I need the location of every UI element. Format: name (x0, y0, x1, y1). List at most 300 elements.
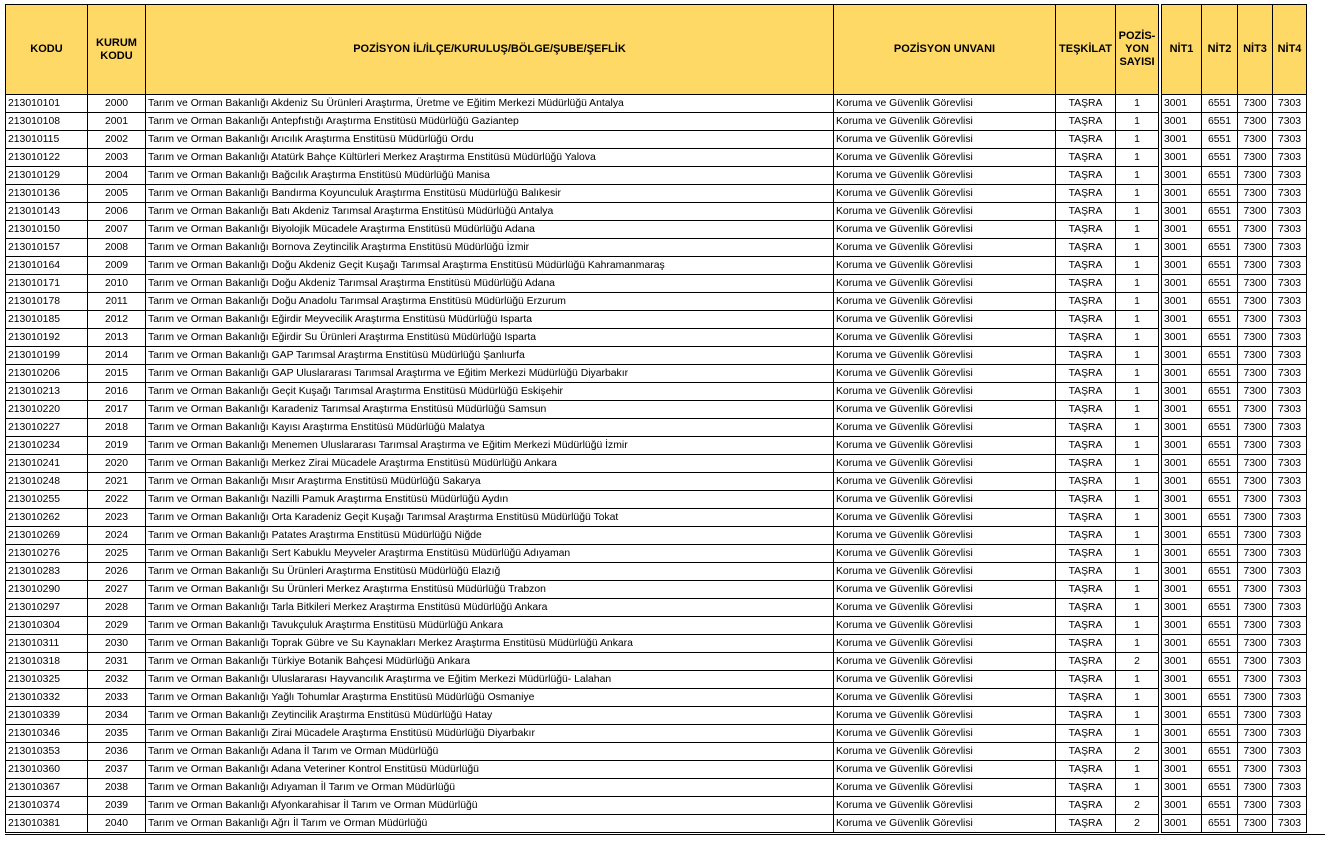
cell-nit1: 3001 (1162, 221, 1202, 239)
cell-kurum-kodu: 2025 (88, 545, 146, 563)
cell-kodu: 213010276 (6, 545, 88, 563)
table-row (6, 113, 1307, 131)
cell-nit3: 7300 (1238, 131, 1273, 149)
cell-pozisyon-unvani: Koruma ve Güvenlik Görevlisi (834, 257, 1056, 275)
cell-kurum-kodu: 2011 (88, 293, 146, 311)
cell-kurum-kodu: 2013 (88, 329, 146, 347)
table-row (6, 347, 1307, 365)
cell-pozisyon-yer: Tarım ve Orman Bakanlığı Sert Kabuklu Meyveler Araştırma Enstitüsü Müdürlüğü Adıyaman (146, 545, 834, 563)
table-row (6, 743, 1307, 761)
cell-nit3: 7300 (1238, 113, 1273, 131)
cell-pozisyon-unvani: Koruma ve Güvenlik Görevlisi (834, 293, 1056, 311)
cell-pozisyon-sayisi: 1 (1116, 689, 1159, 707)
cell-nit3: 7300 (1238, 149, 1273, 167)
cell-kurum-kodu: 2028 (88, 599, 146, 617)
cell-nit4: 7303 (1273, 707, 1307, 725)
cell-nit4: 7303 (1273, 563, 1307, 581)
cell-nit2: 6551 (1202, 653, 1238, 671)
header-pozisyon-unvani: POZİSYON UNVANI (834, 5, 1056, 95)
cell-nit4: 7303 (1273, 815, 1307, 833)
cell-kodu: 213010108 (6, 113, 88, 131)
cell-pozisyon-unvani: Koruma ve Güvenlik Görevlisi (834, 509, 1056, 527)
table-row (6, 167, 1307, 185)
cell-nit4: 7303 (1273, 527, 1307, 545)
cell-pozisyon-sayisi: 1 (1116, 293, 1159, 311)
cell-kurum-kodu: 2036 (88, 743, 146, 761)
table-row (6, 815, 1307, 833)
cell-pozisyon-unvani: Koruma ve Güvenlik Görevlisi (834, 761, 1056, 779)
cell-nit1: 3001 (1162, 149, 1202, 167)
cell-teskilat: TAŞRA (1056, 383, 1116, 401)
cell-pozisyon-sayisi: 1 (1116, 473, 1159, 491)
cell-nit1: 3001 (1162, 383, 1202, 401)
table-row (6, 617, 1307, 635)
cell-kodu: 213010150 (6, 221, 88, 239)
table-row (6, 95, 1307, 113)
cell-pozisyon-unvani: Koruma ve Güvenlik Görevlisi (834, 437, 1056, 455)
cell-nit4: 7303 (1273, 455, 1307, 473)
cell-teskilat: TAŞRA (1056, 797, 1116, 815)
cell-pozisyon-unvani: Koruma ve Güvenlik Görevlisi (834, 311, 1056, 329)
cell-pozisyon-yer: Tarım ve Orman Bakanlığı Arıcılık Araştırma Enstitüsü Müdürlüğü Ordu (146, 131, 834, 149)
cell-kurum-kodu: 2035 (88, 725, 146, 743)
cell-nit2: 6551 (1202, 401, 1238, 419)
cell-teskilat: TAŞRA (1056, 581, 1116, 599)
cell-teskilat: TAŞRA (1056, 671, 1116, 689)
cell-nit3: 7300 (1238, 329, 1273, 347)
cell-nit4: 7303 (1273, 347, 1307, 365)
table-row (6, 653, 1307, 671)
cell-nit4: 7303 (1273, 383, 1307, 401)
cell-teskilat: TAŞRA (1056, 617, 1116, 635)
cell-nit2: 6551 (1202, 419, 1238, 437)
cell-pozisyon-unvani: Koruma ve Güvenlik Görevlisi (834, 347, 1056, 365)
table-row (6, 707, 1307, 725)
cell-kurum-kodu: 2029 (88, 617, 146, 635)
cell-nit2: 6551 (1202, 131, 1238, 149)
cell-pozisyon-yer: Tarım ve Orman Bakanlığı Tarla Bitkileri Merkez Araştırma Enstitüsü Müdürlüğü Ankara (146, 599, 834, 617)
cell-nit2: 6551 (1202, 761, 1238, 779)
cell-pozisyon-yer: Tarım ve Orman Bakanlığı Toprak Gübre ve Su Kaynakları Merkez Araştırma Enstitüsü Müdürlüğü Ankara (146, 635, 834, 653)
cell-kodu: 213010220 (6, 401, 88, 419)
cell-teskilat: TAŞRA (1056, 185, 1116, 203)
cell-nit3: 7300 (1238, 275, 1273, 293)
cell-pozisyon-unvani: Koruma ve Güvenlik Görevlisi (834, 113, 1056, 131)
cell-pozisyon-sayisi: 1 (1116, 761, 1159, 779)
cell-nit4: 7303 (1273, 725, 1307, 743)
cell-pozisyon-yer: Tarım ve Orman Bakanlığı Su Ürünleri Merkez Araştırma Enstitüsü Müdürlüğü Trabzon (146, 581, 834, 599)
table-row (6, 689, 1307, 707)
cell-nit3: 7300 (1238, 293, 1273, 311)
table-row (6, 257, 1307, 275)
cell-kodu: 213010164 (6, 257, 88, 275)
table-row (6, 599, 1307, 617)
cell-nit2: 6551 (1202, 797, 1238, 815)
cell-pozisyon-sayisi: 2 (1116, 797, 1159, 815)
cell-kodu: 213010332 (6, 689, 88, 707)
cell-kodu: 213010255 (6, 491, 88, 509)
cell-nit4: 7303 (1273, 473, 1307, 491)
cell-nit4: 7303 (1273, 167, 1307, 185)
cell-kurum-kodu: 2040 (88, 815, 146, 833)
cell-nit4: 7303 (1273, 401, 1307, 419)
cell-pozisyon-sayisi: 1 (1116, 455, 1159, 473)
cell-pozisyon-unvani: Koruma ve Güvenlik Görevlisi (834, 689, 1056, 707)
cell-pozisyon-yer: Tarım ve Orman Bakanlığı Batı Akdeniz Tarımsal Araştırma Enstitüsü Müdürlüğü Antalya (146, 203, 834, 221)
cell-nit3: 7300 (1238, 563, 1273, 581)
cell-nit1: 3001 (1162, 239, 1202, 257)
cell-nit3: 7300 (1238, 617, 1273, 635)
cell-kodu: 213010381 (6, 815, 88, 833)
cell-pozisyon-yer: Tarım ve Orman Bakanlığı Afyonkarahisar İl Tarım ve Orman Müdürlüğü (146, 797, 834, 815)
cell-kurum-kodu: 2019 (88, 437, 146, 455)
cell-nit1: 3001 (1162, 545, 1202, 563)
cell-pozisyon-unvani: Koruma ve Güvenlik Görevlisi (834, 635, 1056, 653)
cell-nit1: 3001 (1162, 653, 1202, 671)
cell-kurum-kodu: 2021 (88, 473, 146, 491)
cell-pozisyon-unvani: Koruma ve Güvenlik Görevlisi (834, 671, 1056, 689)
cell-teskilat: TAŞRA (1056, 509, 1116, 527)
cell-nit3: 7300 (1238, 455, 1273, 473)
cell-pozisyon-sayisi: 1 (1116, 221, 1159, 239)
cell-pozisyon-yer: Tarım ve Orman Bakanlığı Atatürk Bahçe Kültürleri Merkez Araştırma Enstitüsü Müdürlüğü Yalova (146, 149, 834, 167)
cell-teskilat: TAŞRA (1056, 257, 1116, 275)
cell-nit3: 7300 (1238, 239, 1273, 257)
cell-teskilat: TAŞRA (1056, 419, 1116, 437)
cell-teskilat: TAŞRA (1056, 491, 1116, 509)
cell-nit1: 3001 (1162, 455, 1202, 473)
cell-kurum-kodu: 2007 (88, 221, 146, 239)
cell-nit3: 7300 (1238, 419, 1273, 437)
cell-teskilat: TAŞRA (1056, 239, 1116, 257)
cell-kodu: 213010206 (6, 365, 88, 383)
cell-kodu: 213010136 (6, 185, 88, 203)
cell-nit3: 7300 (1238, 365, 1273, 383)
cell-kodu: 213010311 (6, 635, 88, 653)
cell-nit3: 7300 (1238, 779, 1273, 797)
cell-pozisyon-yer: Tarım ve Orman Bakanlığı Adana İl Tarım ve Orman Müdürlüğü (146, 743, 834, 761)
cell-pozisyon-unvani: Koruma ve Güvenlik Görevlisi (834, 779, 1056, 797)
cell-kurum-kodu: 2027 (88, 581, 146, 599)
table-row (6, 725, 1307, 743)
cell-teskilat: TAŞRA (1056, 401, 1116, 419)
cell-nit1: 3001 (1162, 743, 1202, 761)
cell-nit4: 7303 (1273, 311, 1307, 329)
cell-pozisyon-yer: Tarım ve Orman Bakanlığı Zeytincilik Araştırma Enstitüsü Müdürlüğü Hatay (146, 707, 834, 725)
header-row (6, 5, 1307, 95)
table-row (6, 527, 1307, 545)
cell-kodu: 213010213 (6, 383, 88, 401)
cell-kodu: 213010269 (6, 527, 88, 545)
cell-pozisyon-yer: Tarım ve Orman Bakanlığı Doğu Anadolu Tarımsal Araştırma Enstitüsü Müdürlüğü Erzurum (146, 293, 834, 311)
cell-kurum-kodu: 2005 (88, 185, 146, 203)
cell-pozisyon-sayisi: 1 (1116, 491, 1159, 509)
cell-nit4: 7303 (1273, 275, 1307, 293)
table-row (6, 149, 1307, 167)
cell-pozisyon-unvani: Koruma ve Güvenlik Görevlisi (834, 131, 1056, 149)
cell-nit3: 7300 (1238, 815, 1273, 833)
cell-kurum-kodu: 2038 (88, 779, 146, 797)
cell-pozisyon-yer: Tarım ve Orman Bakanlığı Menemen Uluslararası Tarımsal Araştırma ve Eğitim Merkezi Müdürlüğü İzmir (146, 437, 834, 455)
cell-pozisyon-sayisi: 1 (1116, 347, 1159, 365)
cell-nit4: 7303 (1273, 509, 1307, 527)
cell-kurum-kodu: 2037 (88, 761, 146, 779)
cell-nit4: 7303 (1273, 689, 1307, 707)
cell-nit3: 7300 (1238, 491, 1273, 509)
cell-pozisyon-sayisi: 1 (1116, 185, 1159, 203)
cell-nit2: 6551 (1202, 257, 1238, 275)
cell-nit1: 3001 (1162, 95, 1202, 113)
cell-kurum-kodu: 2006 (88, 203, 146, 221)
cell-kurum-kodu: 2001 (88, 113, 146, 131)
cell-pozisyon-sayisi: 1 (1116, 617, 1159, 635)
table-row (6, 131, 1307, 149)
cell-pozisyon-sayisi: 1 (1116, 149, 1159, 167)
cell-teskilat: TAŞRA (1056, 815, 1116, 833)
cell-kodu: 213010241 (6, 455, 88, 473)
cell-nit2: 6551 (1202, 203, 1238, 221)
positions-table (5, 4, 1307, 833)
cell-pozisyon-yer: Tarım ve Orman Bakanlığı Doğu Akdeniz Geçit Kuşağı Tarımsal Araştırma Enstitüsü Müdürlüğü Kahramanmaraş (146, 257, 834, 275)
cell-nit4: 7303 (1273, 743, 1307, 761)
cell-pozisyon-yer: Tarım ve Orman Bakanlığı Nazilli Pamuk Araştırma Enstitüsü Müdürlüğü Aydın (146, 491, 834, 509)
cell-nit2: 6551 (1202, 509, 1238, 527)
cell-pozisyon-unvani: Koruma ve Güvenlik Görevlisi (834, 383, 1056, 401)
cell-kodu: 213010283 (6, 563, 88, 581)
cell-nit4: 7303 (1273, 293, 1307, 311)
cell-nit4: 7303 (1273, 635, 1307, 653)
cell-nit2: 6551 (1202, 329, 1238, 347)
cell-pozisyon-unvani: Koruma ve Güvenlik Görevlisi (834, 275, 1056, 293)
cell-nit2: 6551 (1202, 221, 1238, 239)
cell-teskilat: TAŞRA (1056, 725, 1116, 743)
cell-pozisyon-sayisi: 1 (1116, 527, 1159, 545)
cell-nit1: 3001 (1162, 725, 1202, 743)
cell-pozisyon-yer: Tarım ve Orman Bakanlığı Tavukçuluk Araştırma Enstitüsü Müdürlüğü Ankara (146, 617, 834, 635)
cell-kodu: 213010290 (6, 581, 88, 599)
bottom-border (5, 834, 1325, 835)
cell-nit1: 3001 (1162, 329, 1202, 347)
cell-pozisyon-yer: Tarım ve Orman Bakanlığı Karadeniz Tarımsal Araştırma Enstitüsü Müdürlüğü Samsun (146, 401, 834, 419)
cell-pozisyon-sayisi: 1 (1116, 437, 1159, 455)
cell-kurum-kodu: 2010 (88, 275, 146, 293)
table-row (6, 761, 1307, 779)
cell-teskilat: TAŞRA (1056, 599, 1116, 617)
cell-pozisyon-sayisi: 2 (1116, 815, 1159, 833)
cell-kurum-kodu: 2023 (88, 509, 146, 527)
cell-nit2: 6551 (1202, 437, 1238, 455)
cell-kurum-kodu: 2002 (88, 131, 146, 149)
cell-kodu: 213010234 (6, 437, 88, 455)
cell-nit1: 3001 (1162, 581, 1202, 599)
table-row (6, 275, 1307, 293)
cell-nit4: 7303 (1273, 203, 1307, 221)
cell-pozisyon-yer: Tarım ve Orman Bakanlığı Bornova Zeytincilik Araştırma Enstitüsü Müdürlüğü İzmir (146, 239, 834, 257)
cell-nit2: 6551 (1202, 491, 1238, 509)
cell-pozisyon-sayisi: 2 (1116, 653, 1159, 671)
table-row (6, 455, 1307, 473)
cell-nit1: 3001 (1162, 491, 1202, 509)
cell-pozisyon-sayisi: 1 (1116, 725, 1159, 743)
cell-pozisyon-yer: Tarım ve Orman Bakanlığı Ağrı İl Tarım ve Orman Müdürlüğü (146, 815, 834, 833)
cell-teskilat: TAŞRA (1056, 221, 1116, 239)
cell-pozisyon-sayisi: 1 (1116, 401, 1159, 419)
cell-kodu: 213010318 (6, 653, 88, 671)
cell-nit1: 3001 (1162, 509, 1202, 527)
cell-kurum-kodu: 2031 (88, 653, 146, 671)
cell-nit4: 7303 (1273, 257, 1307, 275)
cell-pozisyon-sayisi: 1 (1116, 563, 1159, 581)
cell-kurum-kodu: 2026 (88, 563, 146, 581)
cell-pozisyon-yer: Tarım ve Orman Bakanlığı Bağcılık Araştırma Enstitüsü Müdürlüğü Manisa (146, 167, 834, 185)
cell-pozisyon-sayisi: 1 (1116, 581, 1159, 599)
cell-nit1: 3001 (1162, 203, 1202, 221)
cell-pozisyon-unvani: Koruma ve Güvenlik Görevlisi (834, 527, 1056, 545)
header-pozisyon-yer: POZİSYON İL/İLÇE/KURULUŞ/BÖLGE/ŞUBE/ŞEFLİK (146, 5, 834, 95)
cell-nit1: 3001 (1162, 635, 1202, 653)
cell-nit1: 3001 (1162, 257, 1202, 275)
cell-pozisyon-sayisi: 1 (1116, 167, 1159, 185)
cell-teskilat: TAŞRA (1056, 743, 1116, 761)
cell-kodu: 213010248 (6, 473, 88, 491)
cell-teskilat: TAŞRA (1056, 113, 1116, 131)
cell-nit4: 7303 (1273, 221, 1307, 239)
cell-kurum-kodu: 2000 (88, 95, 146, 113)
cell-kodu: 213010374 (6, 797, 88, 815)
cell-pozisyon-sayisi: 1 (1116, 203, 1159, 221)
cell-nit4: 7303 (1273, 545, 1307, 563)
cell-nit4: 7303 (1273, 797, 1307, 815)
cell-pozisyon-yer: Tarım ve Orman Bakanlığı Eğirdir Meyvecilik Araştırma Enstitüsü Müdürlüğü Isparta (146, 311, 834, 329)
cell-pozisyon-unvani: Koruma ve Güvenlik Görevlisi (834, 185, 1056, 203)
cell-pozisyon-unvani: Koruma ve Güvenlik Görevlisi (834, 419, 1056, 437)
cell-kodu: 213010339 (6, 707, 88, 725)
cell-pozisyon-yer: Tarım ve Orman Bakanlığı Adana Veteriner Kontrol Enstitüsü Müdürlüğü (146, 761, 834, 779)
cell-nit4: 7303 (1273, 113, 1307, 131)
cell-teskilat: TAŞRA (1056, 779, 1116, 797)
cell-nit4: 7303 (1273, 653, 1307, 671)
cell-nit3: 7300 (1238, 401, 1273, 419)
cell-nit3: 7300 (1238, 743, 1273, 761)
table-body (6, 95, 1307, 833)
cell-kodu: 213010262 (6, 509, 88, 527)
cell-kodu: 213010297 (6, 599, 88, 617)
cell-pozisyon-sayisi: 1 (1116, 365, 1159, 383)
cell-nit1: 3001 (1162, 437, 1202, 455)
cell-pozisyon-sayisi: 1 (1116, 95, 1159, 113)
cell-nit3: 7300 (1238, 185, 1273, 203)
cell-kurum-kodu: 2018 (88, 419, 146, 437)
cell-pozisyon-unvani: Koruma ve Güvenlik Görevlisi (834, 95, 1056, 113)
cell-pozisyon-sayisi: 1 (1116, 779, 1159, 797)
cell-nit1: 3001 (1162, 131, 1202, 149)
cell-kurum-kodu: 2020 (88, 455, 146, 473)
cell-nit4: 7303 (1273, 437, 1307, 455)
cell-nit2: 6551 (1202, 689, 1238, 707)
cell-pozisyon-sayisi: 1 (1116, 707, 1159, 725)
cell-pozisyon-yer: Tarım ve Orman Bakanlığı Bandırma Koyunculuk Araştırma Enstitüsü Müdürlüğü Balıkesir (146, 185, 834, 203)
cell-nit1: 3001 (1162, 761, 1202, 779)
cell-nit2: 6551 (1202, 185, 1238, 203)
cell-kodu: 213010360 (6, 761, 88, 779)
cell-nit1: 3001 (1162, 815, 1202, 833)
cell-kodu: 213010346 (6, 725, 88, 743)
cell-pozisyon-unvani: Koruma ve Güvenlik Görevlisi (834, 707, 1056, 725)
cell-teskilat: TAŞRA (1056, 455, 1116, 473)
cell-kurum-kodu: 2012 (88, 311, 146, 329)
cell-nit1: 3001 (1162, 401, 1202, 419)
header-nit3: NİT3 (1238, 5, 1273, 95)
cell-teskilat: TAŞRA (1056, 275, 1116, 293)
cell-nit2: 6551 (1202, 113, 1238, 131)
table-row (6, 797, 1307, 815)
header-kodu: KODU (6, 5, 88, 95)
cell-pozisyon-sayisi: 1 (1116, 239, 1159, 257)
cell-pozisyon-yer: Tarım ve Orman Bakanlığı Akdeniz Su Ürünleri Araştırma, Üretme ve Eğitim Merkezi Müdürlüğü Antalya (146, 95, 834, 113)
cell-nit1: 3001 (1162, 707, 1202, 725)
cell-nit3: 7300 (1238, 311, 1273, 329)
cell-kodu: 213010325 (6, 671, 88, 689)
cell-pozisyon-sayisi: 1 (1116, 383, 1159, 401)
cell-pozisyon-unvani: Koruma ve Güvenlik Görevlisi (834, 725, 1056, 743)
header-pozisyon-sayisi: POZİS- YON SAYISI (1116, 5, 1159, 95)
cell-pozisyon-yer: Tarım ve Orman Bakanlığı Orta Karadeniz Geçit Kuşağı Tarımsal Araştırma Enstitüsü Müdürlüğü Tokat (146, 509, 834, 527)
cell-nit4: 7303 (1273, 149, 1307, 167)
cell-nit2: 6551 (1202, 311, 1238, 329)
table-row (6, 563, 1307, 581)
cell-nit3: 7300 (1238, 257, 1273, 275)
cell-nit1: 3001 (1162, 671, 1202, 689)
cell-pozisyon-yer: Tarım ve Orman Bakanlığı Yağlı Tohumlar Araştırma Enstitüsü Müdürlüğü Osmaniye (146, 689, 834, 707)
table-row (6, 311, 1307, 329)
cell-nit3: 7300 (1238, 689, 1273, 707)
cell-pozisyon-unvani: Koruma ve Güvenlik Görevlisi (834, 239, 1056, 257)
cell-pozisyon-unvani: Koruma ve Güvenlik Görevlisi (834, 203, 1056, 221)
cell-kodu: 213010304 (6, 617, 88, 635)
table-row (6, 473, 1307, 491)
cell-pozisyon-yer: Tarım ve Orman Bakanlığı GAP Uluslararası Tarımsal Araştırma ve Eğitim Merkezi Müdürlüğü Diyarbakır (146, 365, 834, 383)
cell-nit4: 7303 (1273, 365, 1307, 383)
positions-sheet (5, 4, 1307, 833)
cell-nit4: 7303 (1273, 491, 1307, 509)
cell-pozisyon-sayisi: 1 (1116, 329, 1159, 347)
cell-nit1: 3001 (1162, 419, 1202, 437)
table-row (6, 221, 1307, 239)
table-row (6, 401, 1307, 419)
cell-nit2: 6551 (1202, 95, 1238, 113)
table-row (6, 491, 1307, 509)
cell-pozisyon-unvani: Koruma ve Güvenlik Görevlisi (834, 815, 1056, 833)
cell-kodu: 213010115 (6, 131, 88, 149)
cell-kodu: 213010143 (6, 203, 88, 221)
cell-nit2: 6551 (1202, 725, 1238, 743)
cell-pozisyon-yer: Tarım ve Orman Bakanlığı Antepfıstığı Araştırma Enstitüsü Müdürlüğü Gaziantep (146, 113, 834, 131)
table-row (6, 185, 1307, 203)
cell-pozisyon-unvani: Koruma ve Güvenlik Görevlisi (834, 455, 1056, 473)
cell-kodu: 213010178 (6, 293, 88, 311)
cell-pozisyon-unvani: Koruma ve Güvenlik Görevlisi (834, 797, 1056, 815)
cell-nit3: 7300 (1238, 653, 1273, 671)
cell-kurum-kodu: 2015 (88, 365, 146, 383)
cell-pozisyon-yer: Tarım ve Orman Bakanlığı Su Ürünleri Araştırma Enstitüsü Müdürlüğü Elazığ (146, 563, 834, 581)
cell-nit4: 7303 (1273, 95, 1307, 113)
cell-teskilat: TAŞRA (1056, 95, 1116, 113)
cell-nit2: 6551 (1202, 545, 1238, 563)
cell-nit1: 3001 (1162, 563, 1202, 581)
cell-pozisyon-unvani: Koruma ve Güvenlik Görevlisi (834, 563, 1056, 581)
cell-nit2: 6551 (1202, 167, 1238, 185)
cell-kurum-kodu: 2034 (88, 707, 146, 725)
